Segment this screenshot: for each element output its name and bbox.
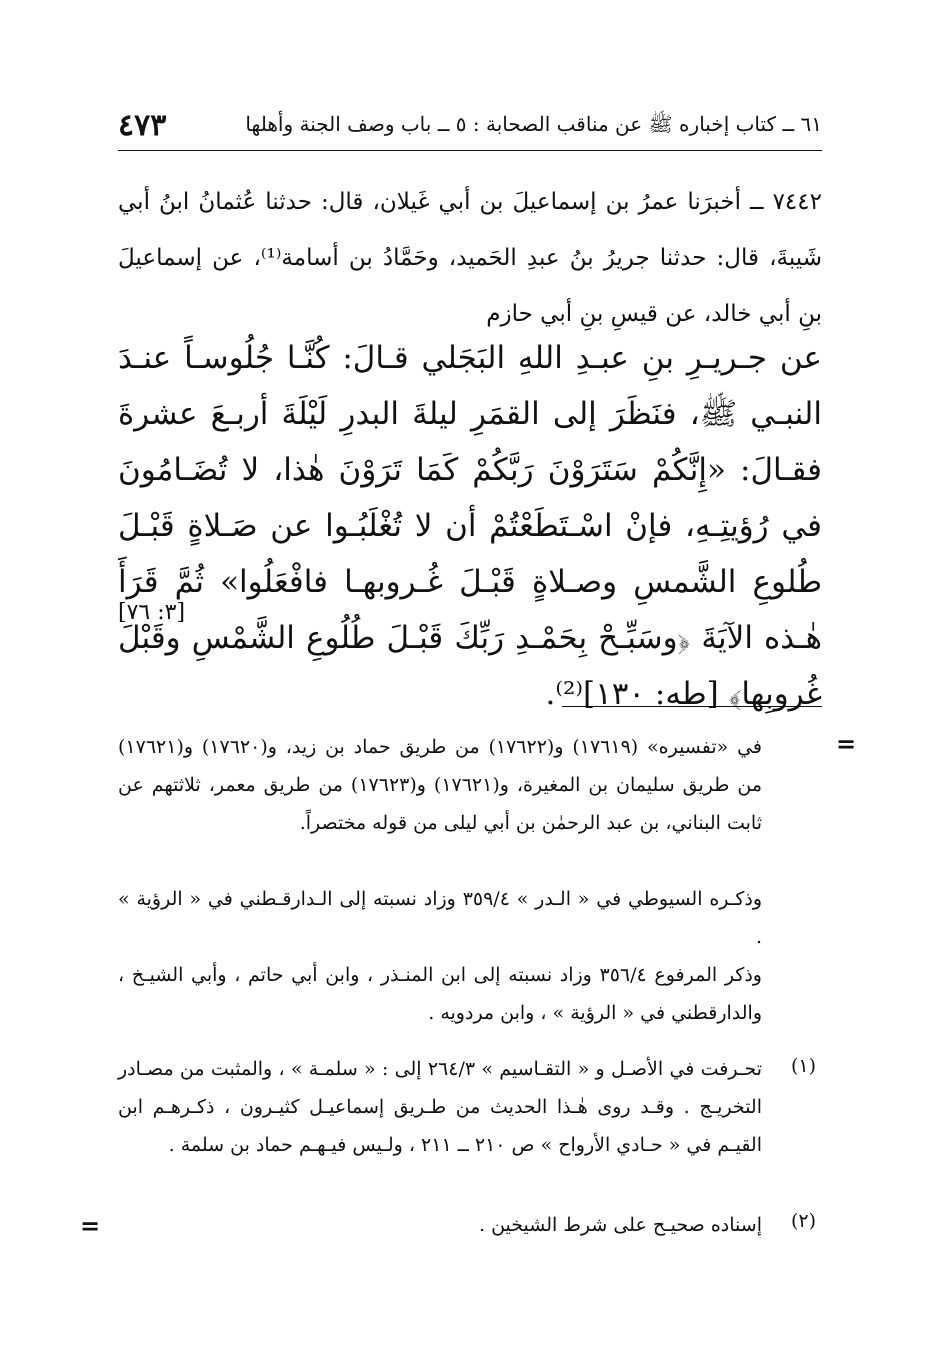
hadith-matn: عن جـريـرِ بنِ عبـدِ اللهِ البَجَلي قـالَ: كُنَّـا جُلُوسـاً عنـدَ النبـي ﷺ، فنَظَرَ إلى القمَرِ ليلةَ البدرِ لَيْلَةَ أربـعَ عشرةَ فقـالَ: «إِنَّكُمْ سَتَرَوْنَ رَبَّكُمْ كَمَا تَرَوْنَ هٰذا، لا تُضَـامُونَ في رُؤيتِـهِ، فإنْ اسْـتَطَعْتُمْ أن لا تُغْلَبُـوا عن صَـلاةٍ قَبْـلَ طُلوعِ الشَّمسِ وصـلاةٍ قَبْـلَ غُـروبهـا فافْعَلُوا» ثُمَّ قَرَأَ هٰـذه الآيَةَ ﴿وسَبِّـحْ بِحَمْـدِ رَبِّكَ قَبْـلَ طُلُوعِ الشَّمْسِ وقَبْلَ غُروبِها﴾ [طه: ١٣٠]⁽²⁾. (118, 340, 822, 712)
continuation-mark: = (80, 1212, 101, 1240)
footnote-continued-paragraph: وذكر المرفوع ٣٥٦/٤ وزاد نسبته إلى ابن المنـذر ، وابن أبي حاتم ، وأبي الشيـخ ، والدارقطني في « الرؤية » ، وابن مردويه . (118, 964, 762, 1024)
page-number: ٤٧٣ (118, 108, 167, 143)
footnote-text: تحـرفت في الأصـل و « التقـاسيم » ٢٦٤/٣ إلى : « سلمـة » ، والمثبت من مصـادر التخريـج . وقـد روى هٰـذا الحديث من طـريق إسماعيـل كثيـرون ، ذكـرهـم ابن القيـم في « حـادي الأرواح » ص ٢١٠ ــ ٢١١ ، ولـيس فيـهـم حماد بن سلمة . (118, 1058, 762, 1156)
footnote-separator (562, 706, 822, 707)
hadith-isnad: ٧٤٤٢ ــ أخبرَنا عمرُ بن إسماعيلَ بن أبي غَيلان، قال: حدثنا عُثمانُ ابنُ أبي شَيبةَ، قال: حدثنا جريرُ بنُ عبدِ الحَميد، وحَمَّادُ بن أسامة⁽¹⁾، عن إسماعيلَ بنِ أبي خالد، عن قيسِ بنِ أبي حازم (118, 189, 822, 327)
footnote-continued-paragraph: وذكـره السيوطي في « الـدر » ٣٥٩/٤ وزاد نسبته إلى الـدارقـطني في « الرؤية » . (118, 888, 763, 948)
hadith-reference: [٣: ٧٦] (118, 600, 186, 625)
running-header-title: ٦١ ــ كتاب إخباره ﷺ عن مناقب الصحابة : ٥ ــ باب وصف الجنة وأهلها (245, 112, 822, 136)
header-rule (118, 150, 822, 151)
footnote-number: (١) (790, 1055, 816, 1077)
footnote-text: إسناده صحيـح على شرط الشيخين . (479, 1214, 762, 1236)
footnote-continued-paragraph: في «تفسيره» (١٧٦١٩) و(١٧٦٢٢) من طريق حماد بن زيد، و(١٧٦٢٠) و(١٧٦٢١) من طريق سليمان بن المغيرة، و(١٧٦٢١) و(١٧٦٢٣) من طريق معمر، ثلاثتهم عن ثابت البناني، بن عبد الرحمٰن بن أبي ليلى من قوله مختصراً. (118, 736, 763, 834)
continuation-mark: = (836, 730, 857, 758)
footnote-number: (٢) (790, 1210, 816, 1232)
